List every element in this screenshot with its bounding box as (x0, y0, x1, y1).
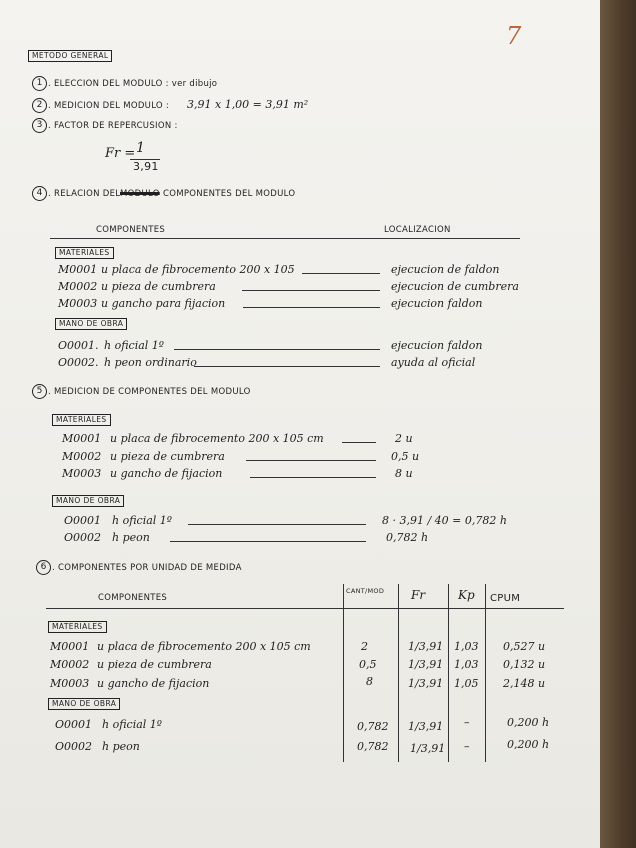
s4-row-4-code: O0001. (58, 339, 99, 352)
s5-row-3-leader (250, 477, 376, 478)
s5-row-1-code: M0001 (62, 432, 102, 445)
s5-row-2-code: M0002 (62, 450, 102, 463)
item-6-text: . COMPONENTES POR UNIDAD DE MEDIDA (52, 563, 242, 573)
s6-materiales-label: MATERIALES (48, 621, 107, 633)
s6-row-4-cant: 0,782 (357, 720, 389, 733)
s5-row-2-leader (246, 460, 376, 461)
s4-materiales-label: MATERIALES (55, 247, 114, 259)
s6-row-5-code: O0002 (55, 740, 93, 753)
s5-materiales-label: MATERIALES (52, 414, 111, 426)
s4-row-5-code: O0002. (58, 356, 99, 369)
s4-header-rule (50, 238, 520, 239)
s6-row-2-kp: 1,03 (454, 658, 479, 671)
s6-col-components: COMPONENTES (98, 593, 168, 603)
s6-row-1-cpum: 0,527 u (503, 640, 546, 653)
s5-row-4-code: O0001 (64, 514, 102, 527)
s4-row-2-desc: u pieza de cumbrera (101, 280, 216, 293)
s4-row-3-code: M0003 (58, 297, 98, 310)
s6-divider-2 (398, 584, 399, 762)
s5-row-5-code: O0002 (64, 531, 102, 544)
s6-divider-4 (485, 584, 486, 762)
s4-row-1-loc: ejecucion de faldon (391, 263, 500, 276)
s6-header-rule (46, 608, 564, 609)
s6-row-1-kp: 1,03 (454, 640, 479, 653)
s4-row-2-code: M0002 (58, 280, 98, 293)
s4-row-4-desc: h oficial 1º (104, 339, 164, 352)
s4-row-5-leader (194, 366, 380, 367)
s6-row-2-cant: 0,5 (359, 658, 377, 671)
s4-row-3-loc: ejecucion faldon (391, 297, 483, 310)
s6-row-4-kp: – (464, 716, 470, 729)
s4-row-1-code: M0001 (58, 263, 98, 276)
fr-numerator: 1 (136, 140, 145, 156)
s6-row-1-cant: 2 (361, 640, 368, 653)
s5-row-2-qty: 0,5 u (391, 450, 420, 463)
s5-row-5-desc: h peon (112, 531, 150, 544)
s6-row-4-cpum: 0,200 h (507, 716, 550, 729)
item-number-5: 5 (32, 384, 47, 399)
s5-row-5-leader (170, 541, 366, 542)
s5-row-4-leader (188, 524, 366, 525)
s6-row-3-desc: u gancho de fijacion (97, 677, 210, 690)
s6-row-2-fr: 1/3,91 (408, 658, 444, 671)
s6-row-1-fr: 1/3,91 (408, 640, 444, 653)
s4-row-2-loc: ejecucion de cumbrera (391, 280, 519, 293)
s5-row-1-leader (342, 442, 376, 443)
item-number-6: 6 (36, 560, 51, 575)
s6-row-5-kp: – (464, 740, 470, 753)
item-2-text: . MEDICION DEL MODULO : (48, 101, 170, 111)
item-4-strikethrough: MODULO (120, 189, 160, 199)
s4-row-5-desc: h peon ordinario (104, 356, 197, 369)
s6-row-5-desc: h peon (102, 740, 140, 753)
s6-col-cpum: CPUM (490, 593, 521, 604)
s5-row-1-desc: u placa de fibrocemento 200 x 105 cm (110, 432, 324, 445)
s6-row-5-cpum: 0,200 h (507, 738, 550, 751)
s4-row-1-leader (302, 273, 380, 274)
s6-row-5-fr: 1/3,91 (410, 742, 446, 755)
s4-row-4-leader (174, 349, 380, 350)
item-1-text: . ELECCION DEL MODULO : ver dibujo (48, 79, 218, 89)
desk-surface (600, 0, 636, 848)
s6-row-5-cant: 0,782 (357, 740, 389, 753)
s6-row-3-cpum: 2,148 u (503, 677, 546, 690)
s5-mano-label: MANO DE OBRA (52, 495, 124, 507)
s5-row-2-desc: u pieza de cumbrera (110, 450, 225, 463)
s4-row-1-desc: u placa de fibrocemento 200 x 105 (101, 263, 295, 276)
s6-row-3-cant: 8 (366, 675, 373, 688)
s6-row-3-fr: 1/3,91 (408, 677, 444, 690)
s4-col-components: COMPONENTES (96, 225, 166, 235)
s5-row-1-qty: 2 u (395, 432, 413, 445)
item-3-text: . FACTOR DE REPERCUSION : (48, 121, 178, 131)
s4-row-3-leader (243, 307, 380, 308)
s4-row-3-desc: u gancho para fijacion (101, 297, 226, 310)
s4-row-2-leader (242, 290, 380, 291)
item-5-text: . MEDICION DE COMPONENTES DEL MODULO (48, 387, 251, 397)
s4-row-4-loc: ejecucion faldon (391, 339, 483, 352)
s4-col-location: LOCALIZACION (384, 225, 451, 235)
page-number: 7 (506, 22, 522, 50)
item-4-rest: COMPONENTES DEL MODULO (163, 189, 296, 199)
s6-divider-1 (343, 584, 344, 762)
s5-row-5-qty: 0,782 h (386, 531, 429, 544)
s4-row-5-loc: ayuda al oficial (391, 356, 476, 369)
s6-row-3-code: M0003 (50, 677, 90, 690)
s6-col-fr: Fr (411, 588, 426, 602)
s6-row-1-desc: u placa de fibrocemento 200 x 105 cm (97, 640, 311, 653)
s6-row-2-code: M0002 (50, 658, 90, 671)
s6-row-3-kp: 1,05 (454, 677, 479, 690)
s5-row-4-desc: h oficial 1º (112, 514, 172, 527)
s4-mano-label: MANO DE OBRA (55, 318, 127, 330)
fr-denominator: 3,91 (133, 160, 159, 173)
s6-row-1-code: M0001 (50, 640, 90, 653)
item-4-text: . RELACION DEL (48, 189, 121, 199)
fr-label: Fr = (105, 146, 136, 161)
s5-row-3-qty: 8 u (395, 467, 413, 480)
s5-row-4-qty: 8 · 3,91 / 40 = 0,782 h (382, 514, 507, 527)
s6-divider-3 (448, 584, 449, 762)
s6-mano-label: MANO DE OBRA (48, 698, 120, 710)
page-title: METODO GENERAL (28, 50, 112, 62)
item-number-1: 1 (32, 76, 47, 91)
item-number-2: 2 (32, 98, 47, 113)
s6-row-4-desc: h oficial 1º (102, 718, 162, 731)
s5-row-3-desc: u gancho de fijacion (110, 467, 223, 480)
item-number-3: 3 (32, 118, 47, 133)
s5-row-3-code: M0003 (62, 467, 102, 480)
s6-col-cant: CANT/MOD (346, 587, 385, 595)
item-number-4: 4 (32, 186, 47, 201)
item-2-value: 3,91 x 1,00 = 3,91 m² (187, 98, 309, 111)
s6-row-2-desc: u pieza de cumbrera (97, 658, 212, 671)
s6-row-2-cpum: 0,132 u (503, 658, 546, 671)
s6-row-4-fr: 1/3,91 (408, 720, 444, 733)
s6-col-kp: Kp (458, 588, 475, 602)
s6-row-4-code: O0001 (55, 718, 93, 731)
